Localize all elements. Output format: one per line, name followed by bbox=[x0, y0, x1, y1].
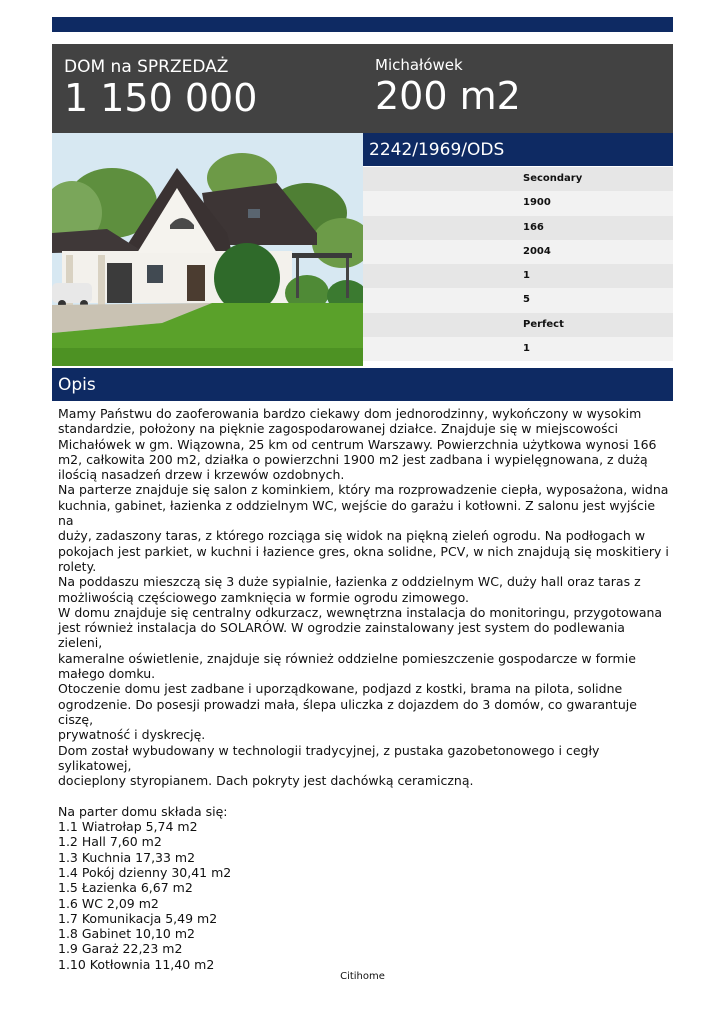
description-line: kameralne oświetlenie, znajduje się również oddzielne pomieszczenie gospodarcze w formie bbox=[58, 650, 636, 666]
footer-brand: Citihome bbox=[340, 971, 385, 982]
description-line: Michałówek w gm. Wiązowna, 25 km od centrum Warszawy. Powierzchnia użytkowa wynosi 166 bbox=[58, 436, 657, 452]
param-row bbox=[363, 240, 673, 264]
property-price: 1 150 000 bbox=[64, 76, 258, 120]
offer-reference: 2242/1969/ODS bbox=[369, 140, 505, 160]
parameters-table bbox=[363, 167, 673, 361]
description-line: możliwością częściowego zamknięcia w formie ogrodu zimowego. bbox=[58, 589, 470, 605]
description-line: 1.5 Łazienka 6,67 m2 bbox=[58, 880, 193, 896]
top-accent-bar bbox=[52, 17, 673, 32]
description-body bbox=[58, 406, 670, 972]
description-line: Mamy Państwu do zaoferowania bardzo ciekawy dom jednorodzinny, wykończony w wysokim bbox=[58, 406, 642, 421]
description-line: Otoczenie domu jest zadbane i uporządkowane, podjazd z kostki, brama na pilota, solidne bbox=[58, 681, 623, 697]
description-line: 1.7 Komunikacja 5,49 m2 bbox=[58, 910, 218, 926]
description-line bbox=[58, 788, 670, 803]
description-line: 1.9 Garaż 22,23 m2 bbox=[58, 941, 183, 957]
description-line: ogrodzenie. Do posesji prowadzi mała, ślepa uliczka z dojazdem do 3 domów, co gwarantuje ciszę, bbox=[58, 696, 637, 727]
description-line: 1.4 Pokój dzienny 30,41 m2 bbox=[58, 864, 232, 880]
description-line: 1.3 Kuchnia 17,33 m2 bbox=[58, 849, 196, 865]
description-line: m2, całkowita 200 m2, działka o powierzchni 1900 m2 jest zadbana i wypielęgnowana, z dużą bbox=[58, 451, 648, 467]
description-title: Opis bbox=[58, 375, 96, 395]
param-row bbox=[363, 337, 673, 361]
description-line: jest również instalacja do SOLARÓW. W ogrodzie zainstalowany jest system do podlewania zieleni, bbox=[58, 620, 625, 651]
description-line: standardzie, położony na pięknie zagospodarowanej działce. Znajduje się w miejscowości bbox=[58, 421, 619, 437]
description-header-bar bbox=[52, 368, 673, 401]
param-value: Perfect bbox=[523, 318, 564, 330]
param-row bbox=[363, 313, 673, 337]
description-line: 1.1 Wiatrołap 5,74 m2 bbox=[58, 819, 198, 835]
property-photo bbox=[52, 133, 363, 366]
description-line: Dom został wybudowany w technologii tradycyjnej, z pustaka gazobetonowego i cegły sylikatowej, bbox=[58, 742, 600, 773]
description-line: kuchnia, gabinet, łazienka z oddzielnym WC, wejście do garażu i kotłowni. Z salonu jest wyjście na bbox=[58, 497, 656, 529]
header-left bbox=[64, 57, 257, 119]
param-value: 1900 bbox=[523, 197, 551, 209]
description-line: małego domku. bbox=[58, 666, 156, 682]
param-value: 1 bbox=[523, 270, 530, 282]
description-line: Na poddaszu mieszczą się 3 duże sypialnie, łazienka z oddzielnym WC, duży hall oraz taras z bbox=[58, 574, 641, 590]
header-right bbox=[375, 55, 521, 117]
description-line: 1.6 WC 2,09 m2 bbox=[58, 895, 159, 911]
offer-reference-bar bbox=[363, 133, 673, 166]
description-line: 1.10 Kotłownia 11,40 m2 bbox=[58, 956, 215, 972]
description-line: prywatność i dyskrecję. bbox=[58, 727, 206, 743]
description-line: 1.8 Gabinet 10,10 m2 bbox=[58, 926, 195, 942]
description-line: 1.2 Hall 7,60 m2 bbox=[58, 834, 162, 850]
param-row bbox=[363, 264, 673, 288]
param-value: 5 bbox=[523, 294, 530, 306]
description-line: duży, zadaszony taras, z którego rozciąga się widok na piękną zieleń ogrodu. Na podłogach w bbox=[58, 528, 646, 544]
param-row bbox=[363, 216, 673, 240]
description-line: pokojach jest parkiet, w kuchni i łazience gres, okna solidne, PCV, w nich znajdują się moskitiery i bbox=[58, 543, 669, 559]
property-area: 200 m2 bbox=[375, 74, 521, 118]
param-value: Secondary bbox=[523, 173, 583, 184]
property-location: Michałówek bbox=[375, 56, 463, 74]
description-line: W domu znajduje się centralny odkurzacz, wewnętrzna instalacja do monitoringu, przygotowana bbox=[58, 604, 663, 620]
param-row bbox=[363, 191, 673, 215]
param-row bbox=[363, 167, 673, 191]
param-value: 1 bbox=[523, 343, 530, 355]
description-line: ilością nasadzeń drzew i krzewów ozdobnych. bbox=[58, 467, 345, 483]
description-line: Na parterze znajduje się salon z kominkiem, który ma rozprowadzenie ciepła, wyposażona, widna bbox=[58, 482, 669, 498]
param-value: 166 bbox=[523, 221, 544, 233]
param-value: 2004 bbox=[523, 245, 551, 257]
property-type: DOM na SPRZEDAŻ bbox=[64, 57, 229, 77]
listing-header bbox=[52, 44, 673, 133]
description-line: Na parter domu składa się: bbox=[58, 803, 228, 819]
description-line: rolety. bbox=[58, 558, 97, 574]
description-line: docieplony styropianem. Dach pokryty jest dachówką ceramiczną. bbox=[58, 773, 474, 789]
param-row bbox=[363, 288, 673, 312]
